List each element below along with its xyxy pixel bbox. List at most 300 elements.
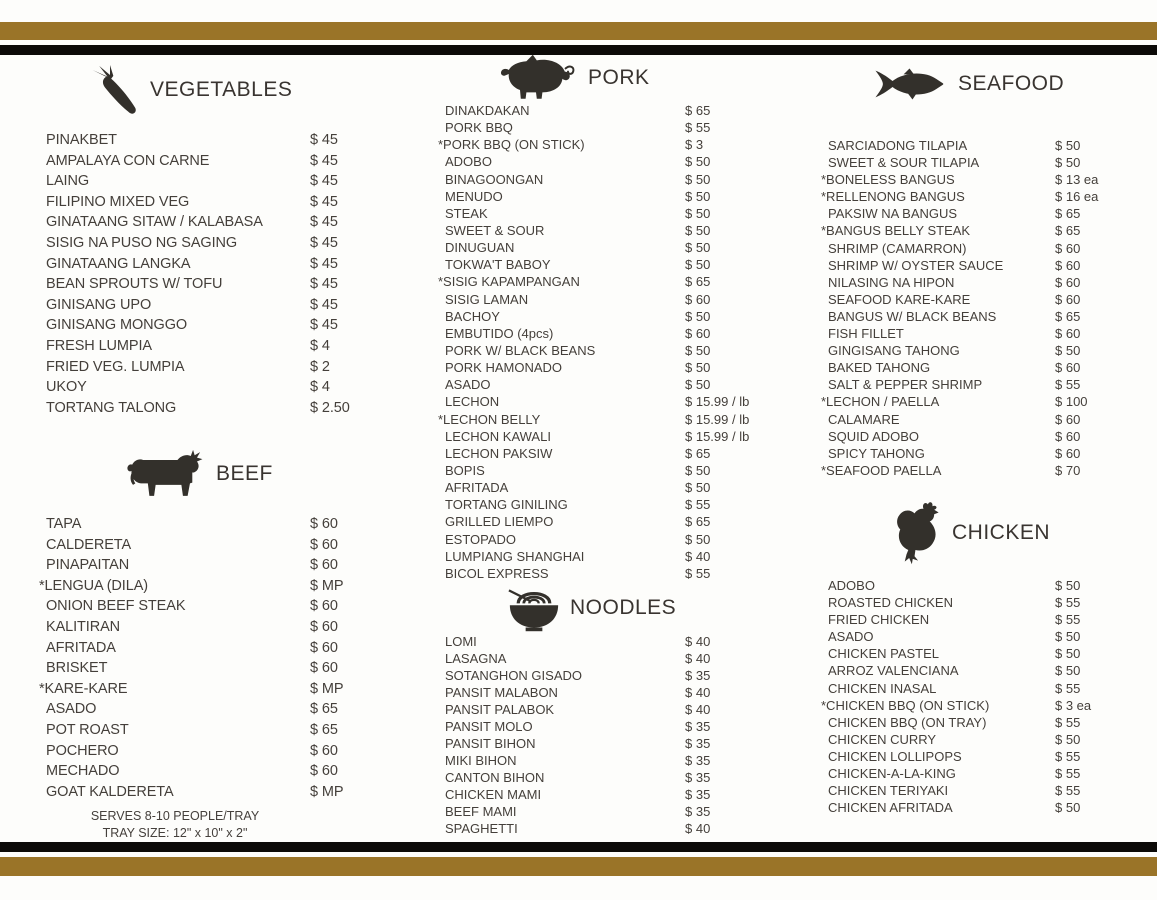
menu-item — [38, 295, 398, 316]
section-title-vegetables: VEGETABLES — [150, 78, 293, 101]
item-name: ONION BEEF STEAK — [46, 598, 186, 615]
item-name: FRIED VEG. LUMPIA — [46, 358, 185, 375]
item-name: ADOBO — [445, 154, 492, 170]
item-price: $ 35 — [685, 787, 711, 802]
menu-item — [820, 611, 1150, 628]
menu-item — [820, 445, 1150, 462]
item-price: $ 50 — [685, 240, 711, 256]
item-price: $ 50 — [1055, 646, 1081, 662]
item-name: CHICKEN PASTEL — [828, 646, 940, 662]
item-name: *LECHON / PAELLA — [821, 394, 940, 410]
item-price: $ 65 — [685, 274, 711, 290]
menu-item — [437, 667, 787, 684]
menu-item — [437, 684, 787, 701]
item-price: $ 55 — [685, 565, 711, 581]
item-price: $ 50 — [685, 342, 711, 358]
item-name: LAING — [46, 173, 90, 190]
item-price: $ 45 — [310, 132, 338, 148]
item-price: $ 35 — [685, 753, 711, 768]
item-price: $ 35 — [685, 804, 711, 819]
item-price: $ 40 — [685, 634, 711, 649]
item-name: LASAGNA — [445, 651, 507, 666]
item-name: POCHERO — [46, 742, 119, 759]
menu-item — [437, 752, 787, 769]
noodle-bowl-icon — [506, 582, 562, 634]
item-price: $ 15.99 / lb — [685, 394, 750, 410]
item-price: $ 16 ea — [1055, 189, 1099, 205]
menu-item — [820, 376, 1150, 393]
item-price: $ 50 — [685, 377, 711, 393]
item-price: $ 15.99 / lb — [685, 411, 750, 427]
item-name: SPICY TAHONG — [828, 445, 925, 461]
item-price: $ 55 — [1055, 714, 1081, 730]
item-name: FILIPINO MIXED VEG — [46, 193, 190, 210]
tray-note-line2: TRAY SIZE: 12" x 10" x 2" — [102, 825, 248, 840]
menu-item — [437, 769, 787, 786]
item-name: BOPIS — [445, 462, 485, 478]
section-title-beef: BEEF — [216, 462, 273, 485]
menu-item — [38, 192, 398, 213]
item-name: BANGUS W/ BLACK BEANS — [828, 308, 997, 324]
item-price: $ 60 — [1055, 291, 1081, 307]
item-name: GOAT KALDERETA — [46, 783, 174, 800]
top-gold-stripe — [0, 22, 1157, 40]
item-name: *LENGUA (DILA) — [39, 577, 148, 594]
menu-item — [38, 315, 398, 336]
item-name: CHICKEN TERIYAKI — [828, 783, 949, 799]
item-name: FISH FILLET — [828, 326, 904, 342]
menu-item — [437, 735, 787, 752]
item-name: DINAKDAKAN — [445, 103, 530, 118]
item-name: GINISANG MONGGO — [46, 317, 188, 334]
item-name: ASADO — [445, 377, 491, 393]
item-name: TORTANG TALONG — [46, 399, 177, 416]
item-name: MIKI BIHON — [445, 753, 517, 768]
item-price: $ 45 — [310, 193, 338, 210]
menu-item — [437, 256, 787, 273]
menu-item — [437, 376, 787, 393]
item-name: BAKED TAHONG — [828, 360, 931, 376]
item-price: $ 50 — [1055, 800, 1081, 816]
item-name: PANSIT MALABON — [445, 685, 558, 700]
item-name: BEAN SPROUTS W/ TOFU — [46, 276, 223, 293]
menu-item — [820, 462, 1150, 479]
menu-item — [820, 171, 1150, 188]
item-name: ADOBO — [828, 578, 875, 593]
menu-item — [820, 765, 1150, 782]
menu-item — [820, 594, 1150, 611]
item-price: $ 65 — [685, 103, 711, 118]
menu-item — [820, 393, 1150, 410]
item-price: $ 45 — [310, 317, 338, 334]
item-price: $ 60 — [310, 763, 338, 780]
item-name: ARROZ VALENCIANA — [828, 663, 959, 679]
item-price: $ 45 — [310, 255, 338, 272]
item-price: $ 35 — [685, 770, 711, 785]
menu-item — [820, 240, 1150, 257]
menu-item — [820, 342, 1150, 359]
item-price: $ 70 — [1055, 462, 1081, 478]
item-name: GINISANG UPO — [46, 296, 152, 313]
item-price: $ 60 — [310, 598, 338, 615]
section-title-seafood: SEAFOOD — [958, 72, 1065, 95]
item-name: PINAKBET — [46, 132, 117, 148]
item-price: $ 13 ea — [1055, 172, 1099, 188]
menu-list-noodles — [437, 633, 787, 837]
item-price: $ 55 — [1055, 377, 1081, 393]
menu-item — [38, 535, 398, 556]
bottom-gold-stripe — [0, 857, 1157, 876]
menu-list-beef — [38, 514, 398, 802]
item-price: $ 50 — [1055, 731, 1081, 747]
item-price: $ 65 — [685, 514, 711, 530]
cow-icon — [126, 446, 204, 502]
item-price: $ MP — [310, 783, 344, 800]
item-price: $ 55 — [1055, 680, 1081, 696]
menu-item — [437, 393, 787, 410]
item-price: $ 50 — [1055, 343, 1081, 359]
item-name: UKOY — [46, 379, 87, 396]
item-price: $ 50 — [1055, 663, 1081, 679]
section-header-beef — [126, 446, 273, 502]
menu-item — [820, 308, 1150, 325]
item-name: SALT & PEPPER SHRIMP — [828, 377, 983, 393]
item-name: PANSIT PALABOK — [445, 702, 555, 717]
menu-item — [38, 377, 398, 398]
menu-item — [437, 428, 787, 445]
menu-list-chicken — [820, 577, 1150, 816]
item-price: $ 3 — [685, 137, 704, 153]
item-price: $ 50 — [685, 154, 711, 170]
item-name: PAKSIW NA BANGUS — [828, 206, 958, 222]
section-header-noodles — [506, 582, 676, 634]
menu-item — [437, 188, 787, 205]
menu-item — [38, 274, 398, 295]
item-price: $ 55 — [685, 120, 711, 136]
item-price: $ 60 — [310, 618, 338, 635]
menu-item — [38, 761, 398, 782]
item-price: $ 45 — [310, 152, 338, 169]
item-price: $ 50 — [685, 531, 711, 547]
section-title-noodles: NOODLES — [570, 596, 677, 619]
menu-item — [820, 428, 1150, 445]
bottom-black-stripe — [0, 842, 1157, 852]
item-name: CANTON BIHON — [445, 770, 545, 785]
item-price: $ 2 — [310, 358, 330, 375]
item-price: $ 60 — [1055, 274, 1081, 290]
item-price: $ 50 — [685, 360, 711, 376]
menu-item — [820, 411, 1150, 428]
item-name: BINAGOONGAN — [445, 171, 544, 187]
item-name: FRESH LUMPIA — [46, 337, 152, 354]
menu-item — [38, 254, 398, 275]
item-price: $ 55 — [1055, 595, 1081, 611]
item-price: $ 60 — [685, 291, 711, 307]
menu-item — [437, 342, 787, 359]
item-name: PANSIT BIHON — [445, 736, 536, 751]
item-name: BRISKET — [46, 660, 108, 677]
menu-item — [820, 188, 1150, 205]
item-name: SHRIMP (CAMARRON) — [828, 240, 967, 256]
menu-item — [820, 799, 1150, 816]
section-header-chicken — [894, 500, 1050, 566]
item-name: CHICKEN AFRITADA — [828, 800, 953, 816]
item-name: LECHON — [445, 394, 500, 410]
item-name: PORK HAMONADO — [445, 360, 563, 376]
menu-item — [820, 680, 1150, 697]
menu-item — [437, 359, 787, 376]
menu-item — [38, 212, 398, 233]
item-price: $ 50 — [685, 188, 711, 204]
menu-item — [38, 617, 398, 638]
menu-item — [437, 701, 787, 718]
item-price: $ 45 — [310, 173, 338, 190]
menu-item — [437, 411, 787, 428]
item-price: $ MP — [310, 577, 344, 594]
item-name: CHICKEN CURRY — [828, 731, 937, 747]
item-price: $ 55 — [1055, 612, 1081, 628]
menu-item — [38, 720, 398, 741]
item-price: $ 50 — [1055, 578, 1081, 593]
item-price: $ 65 — [310, 701, 338, 718]
menu-item — [437, 171, 787, 188]
menu-item — [437, 718, 787, 735]
item-name: ASADO — [828, 629, 874, 645]
item-name: AMPALAYA CON CARNE — [46, 152, 210, 169]
item-name: LUMPIANG SHANGHAI — [445, 548, 585, 564]
menu-item — [820, 325, 1150, 342]
item-price: $ 60 — [1055, 428, 1081, 444]
menu-list-pork — [437, 102, 787, 582]
item-name: AFRITADA — [445, 480, 509, 496]
menu-item — [38, 658, 398, 679]
menu-item — [437, 820, 787, 837]
item-name: SOTANGHON GISADO — [445, 668, 582, 683]
menu-item — [437, 496, 787, 513]
item-price: $ 4 — [310, 379, 330, 396]
menu-item — [820, 748, 1150, 765]
item-price: $ 60 — [310, 516, 338, 532]
item-name: TAPA — [46, 516, 82, 532]
menu-item — [38, 171, 398, 192]
item-name: CALAMARE — [828, 411, 900, 427]
item-price: $ 65 — [1055, 308, 1081, 324]
item-price: $ 50 — [685, 222, 711, 238]
item-name: STEAK — [445, 205, 488, 221]
menu-item — [437, 445, 787, 462]
menu-item — [38, 514, 398, 535]
item-name: CHICKEN INASAL — [828, 680, 937, 696]
item-name: *CHICKEN BBQ (ON STICK) — [821, 697, 990, 713]
menu-item — [820, 731, 1150, 748]
menu-item — [437, 633, 787, 650]
item-name: KALITIRAN — [46, 618, 121, 635]
menu-item — [437, 136, 787, 153]
rooster-icon — [894, 500, 944, 566]
menu-item — [437, 462, 787, 479]
item-name: POT ROAST — [46, 721, 129, 738]
item-name: BEEF MAMI — [445, 804, 517, 819]
item-price: $ 60 — [1055, 326, 1081, 342]
item-name: TORTANG GINILING — [445, 497, 568, 513]
item-name: PORK W/ BLACK BEANS — [445, 342, 596, 358]
tray-note — [50, 808, 300, 841]
menu-list-vegetables — [38, 130, 398, 418]
item-name: LECHON PAKSIW — [445, 445, 553, 461]
section-title-pork: PORK — [588, 66, 650, 89]
menu-item — [820, 645, 1150, 662]
item-name: SEAFOOD KARE-KARE — [828, 291, 971, 307]
item-name: *BANGUS BELLY STEAK — [821, 223, 971, 239]
item-name: BICOL EXPRESS — [445, 565, 549, 581]
item-price: $ 40 — [685, 651, 711, 666]
menu-item — [437, 531, 787, 548]
menu-item — [437, 650, 787, 667]
menu-item — [820, 662, 1150, 679]
item-name: PORK BBQ — [445, 120, 513, 136]
item-price: $ 50 — [685, 257, 711, 273]
menu-item — [38, 555, 398, 576]
item-price: $ 60 — [685, 325, 711, 341]
menu-item — [820, 577, 1150, 594]
item-price: $ 50 — [1055, 138, 1081, 153]
item-name: ROASTED CHICKEN — [828, 595, 953, 611]
menu-item — [38, 782, 398, 803]
menu-item — [38, 398, 398, 419]
menu-item — [820, 291, 1150, 308]
menu-item — [437, 548, 787, 565]
item-name: SHRIMP W/ OYSTER SAUCE — [828, 257, 1004, 273]
item-price: $ 40 — [685, 548, 711, 564]
item-price: $ 60 — [1055, 240, 1081, 256]
item-price: $ 55 — [1055, 783, 1081, 799]
item-name: BACHOY — [445, 308, 500, 324]
item-name: PANSIT MOLO — [445, 719, 533, 734]
item-price: $ 60 — [1055, 411, 1081, 427]
item-price: $ 60 — [310, 660, 338, 677]
item-price: $ 60 — [310, 639, 338, 656]
item-name: CALDERETA — [46, 536, 132, 553]
section-header-seafood — [874, 62, 1064, 106]
pig-icon — [500, 52, 580, 104]
item-price: $ 60 — [1055, 360, 1081, 376]
item-price: $ 45 — [310, 276, 338, 293]
item-price: $ 55 — [1055, 748, 1081, 764]
menu-item — [38, 699, 398, 720]
menu-item — [437, 153, 787, 170]
item-name: *SISIG KAPAMPANGAN — [438, 274, 580, 290]
item-name: *LECHON BELLY — [438, 411, 541, 427]
item-price: $ 40 — [685, 821, 711, 836]
menu-item — [437, 308, 787, 325]
menu-item — [38, 679, 398, 700]
item-price: $ 45 — [310, 214, 338, 231]
item-price: $ 35 — [685, 736, 711, 751]
item-name: CHICKEN BBQ (ON TRAY) — [828, 714, 987, 730]
item-price: $ 60 — [310, 536, 338, 553]
menu-item — [820, 222, 1150, 239]
item-name: MECHADO — [46, 763, 120, 780]
item-name: SISIG NA PUSO NG SAGING — [46, 234, 238, 251]
menu-item — [38, 336, 398, 357]
item-name: CHICKEN-A-LA-KING — [828, 766, 956, 782]
item-name: SWEET & SOUR TILAPIA — [828, 155, 980, 171]
menu-item — [437, 565, 787, 582]
item-price: $ 65 — [1055, 223, 1081, 239]
item-name: GINGISANG TAHONG — [828, 343, 960, 359]
carrot-icon — [90, 62, 140, 118]
menu-item — [38, 151, 398, 172]
item-name: EMBUTIDO (4pcs) — [445, 325, 554, 341]
item-price: $ 65 — [310, 721, 338, 738]
menu-item — [437, 119, 787, 136]
menu-item — [38, 741, 398, 762]
item-name: SPAGHETTI — [445, 821, 518, 836]
menu-item — [820, 359, 1150, 376]
item-name: LOMI — [445, 634, 477, 649]
item-name: SQUID ADOBO — [828, 428, 920, 444]
item-name: *BONELESS BANGUS — [821, 172, 955, 188]
item-name: AFRITADA — [46, 639, 116, 656]
menu-item — [820, 782, 1150, 799]
item-price: $ 60 — [1055, 257, 1081, 273]
item-price: $ 50 — [685, 205, 711, 221]
item-name: SISIG LAMAN — [445, 291, 529, 307]
menu-item — [38, 130, 398, 151]
item-name: *SEAFOOD PAELLA — [821, 462, 942, 478]
item-price: $ 3 ea — [1055, 697, 1092, 713]
menu-item — [437, 239, 787, 256]
menu-item — [437, 325, 787, 342]
item-price: $ 50 — [1055, 629, 1081, 645]
item-price: $ 45 — [310, 234, 338, 251]
tray-note-line1: SERVES 8-10 PEOPLE/TRAY — [90, 809, 260, 823]
section-header-pork — [500, 52, 650, 104]
item-price: $ 50 — [685, 480, 711, 496]
menu-item — [38, 357, 398, 378]
item-price: $ 60 — [310, 557, 338, 574]
item-name: SARCIADONG TILAPIA — [828, 138, 968, 153]
menu-item — [437, 222, 787, 239]
item-price: $ 55 — [685, 497, 711, 513]
item-price: $ 45 — [310, 296, 338, 313]
menu-list-seafood — [820, 137, 1150, 479]
item-name: MENUDO — [445, 188, 503, 204]
item-price: $ 60 — [310, 742, 338, 759]
item-name: GRILLED LIEMPO — [445, 514, 554, 530]
item-name: *RELLENONG BANGUS — [821, 189, 965, 205]
menu-item — [38, 233, 398, 254]
menu-item — [820, 205, 1150, 222]
item-price: $ 15.99 / lb — [685, 428, 750, 444]
item-price: $ 50 — [685, 171, 711, 187]
item-name: ASADO — [46, 701, 97, 718]
menu-item — [820, 137, 1150, 154]
menu-item — [820, 274, 1150, 291]
item-price: $ 40 — [685, 685, 711, 700]
item-price: $ 60 — [1055, 445, 1081, 461]
item-price: $ 40 — [685, 702, 711, 717]
item-price: $ 4 — [310, 337, 330, 354]
item-name: GINATAANG SITAW / KALABASA — [46, 214, 263, 231]
item-name: SWEET & SOUR — [445, 222, 545, 238]
menu-item — [437, 479, 787, 496]
item-price: $ 2.50 — [310, 399, 350, 416]
menu-item — [437, 786, 787, 803]
menu-item — [437, 803, 787, 820]
item-price: $ 50 — [685, 308, 711, 324]
item-price: $ MP — [310, 680, 344, 697]
